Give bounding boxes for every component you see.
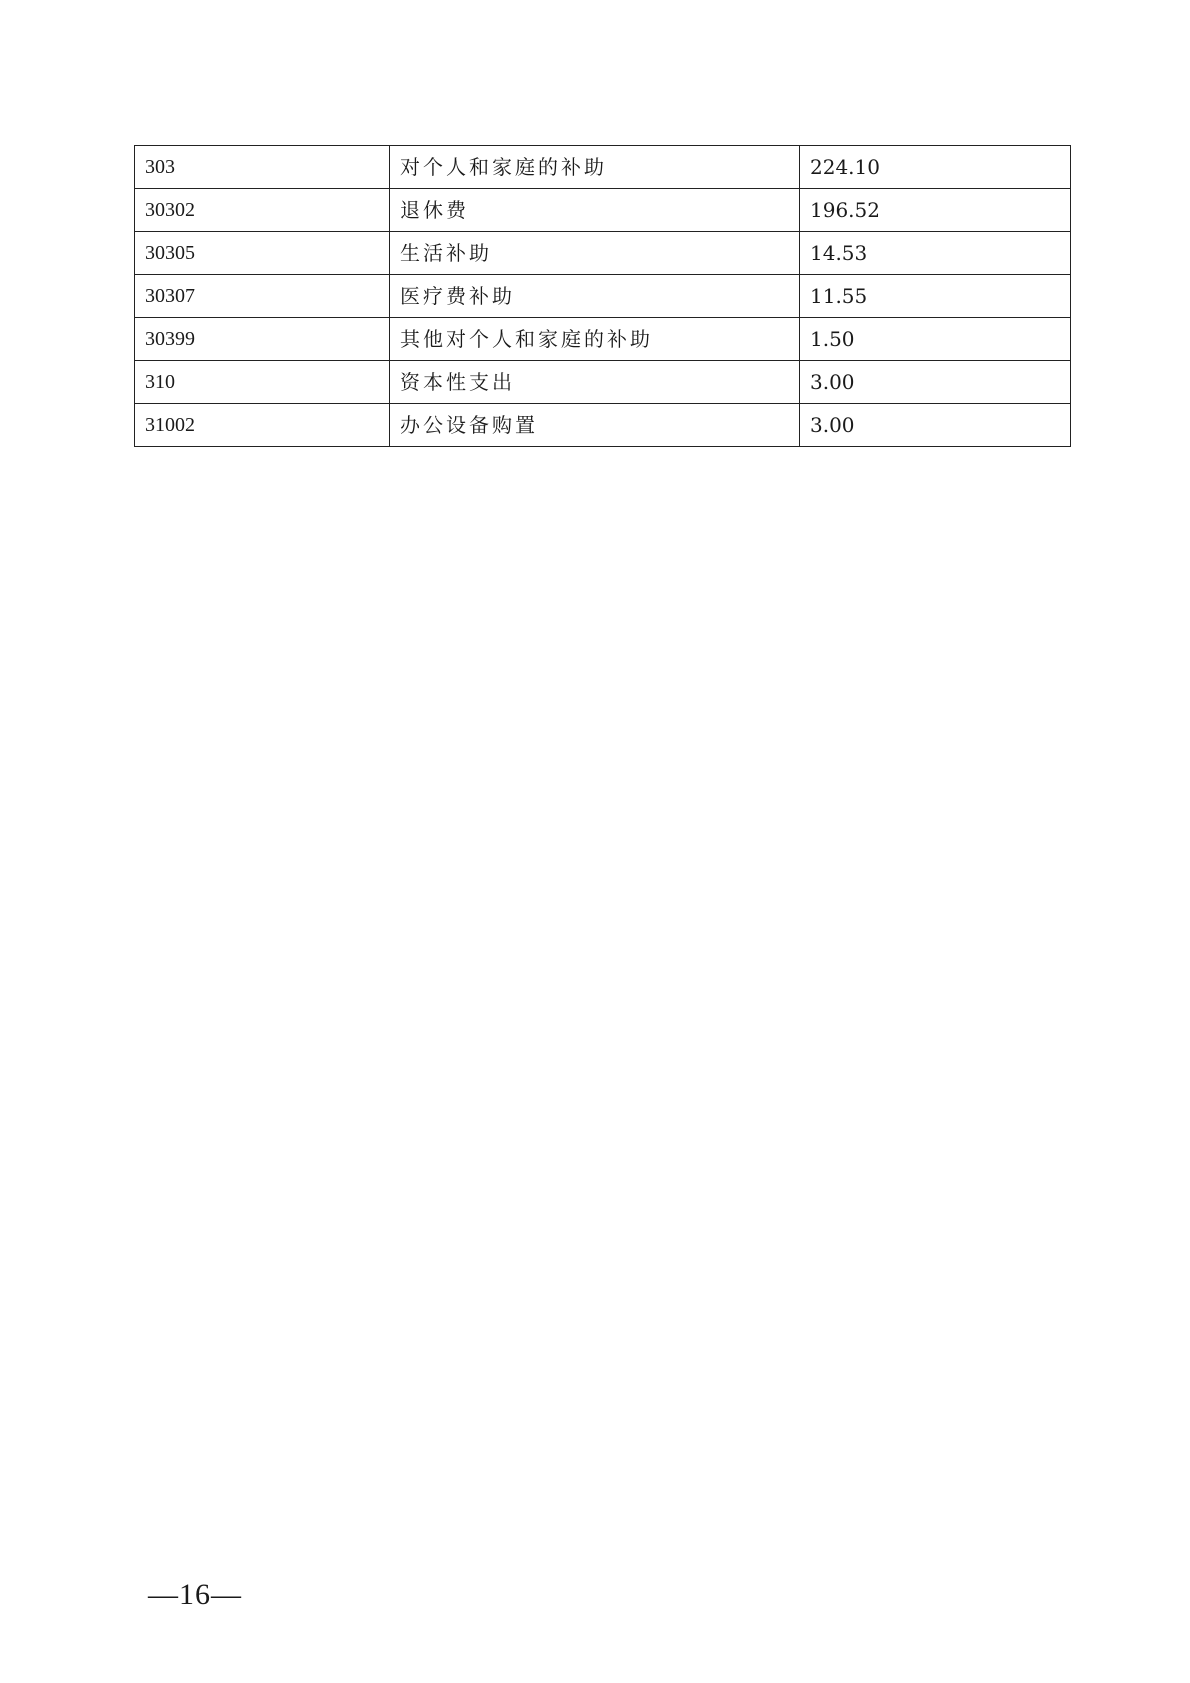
amount-cell: 3.00 [800,361,1071,404]
budget-table [134,145,1071,447]
economic-code-cell: 310 [135,361,390,404]
table-row [135,318,1071,361]
amount-cell: 14.53 [800,232,1071,275]
item-name-cell: 退休费 [390,189,800,232]
item-name-cell: 其他对个人和家庭的补助 [390,318,800,361]
economic-code-cell: 303 [135,146,390,189]
economic-code-cell: 30399 [135,318,390,361]
page-number: —16— [148,1578,242,1611]
economic-code-cell: 31002 [135,404,390,447]
amount-cell: 11.55 [800,275,1071,318]
table-row [135,404,1071,447]
item-name-cell: 办公设备购置 [390,404,800,447]
item-name-cell: 生活补助 [390,232,800,275]
economic-code-cell: 30302 [135,189,390,232]
item-name-cell: 资本性支出 [390,361,800,404]
economic-code-cell: 30305 [135,232,390,275]
amount-cell: 3.00 [800,404,1071,447]
table-row [135,361,1071,404]
table-row [135,232,1071,275]
amount-cell: 196.52 [800,189,1071,232]
table-row [135,189,1071,232]
item-name-cell: 医疗费补助 [390,275,800,318]
table-row [135,146,1071,189]
budget-table-body [135,146,1071,447]
amount-cell: 1.50 [800,318,1071,361]
amount-cell: 224.10 [800,146,1071,189]
economic-code-cell: 30307 [135,275,390,318]
table-row [135,275,1071,318]
item-name-cell: 对个人和家庭的补助 [390,146,800,189]
